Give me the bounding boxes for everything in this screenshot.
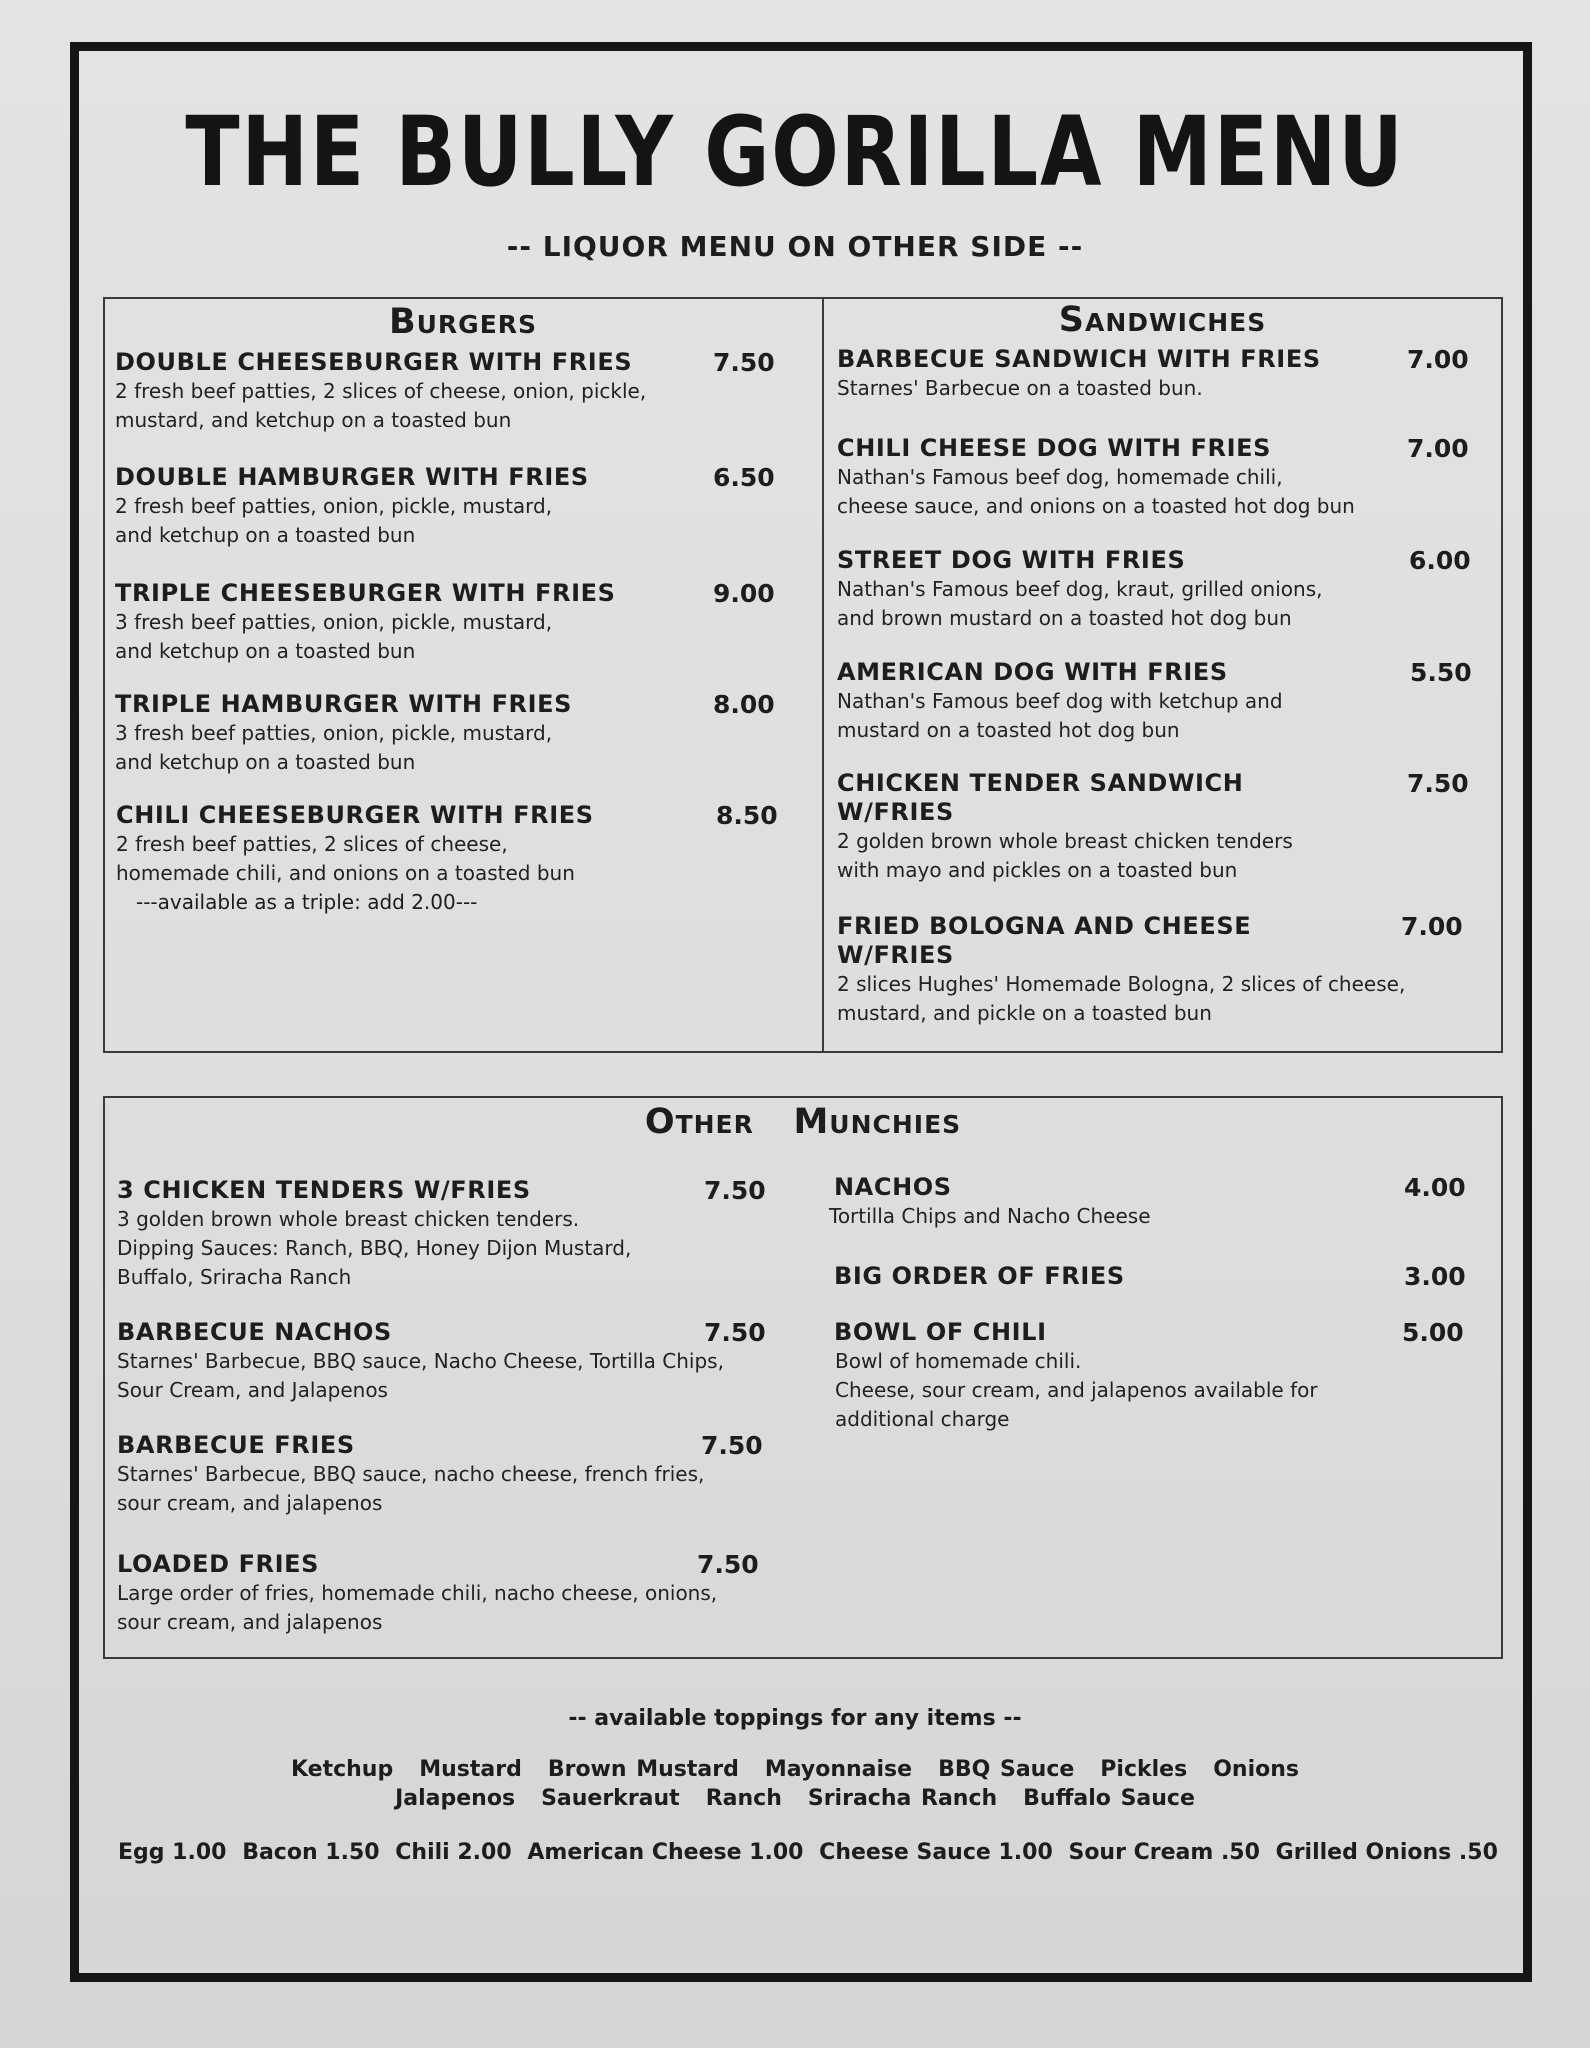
item-name: CHILI CHEESEBURGER WITH FRIES [116, 801, 594, 829]
menu-item-chili-cheese-dog [837, 434, 1473, 521]
menu-subtitle: -- LIQUOR MENU ON OTHER SIDE -- [506, 230, 1084, 263]
menu-item-street-dog [837, 546, 1473, 633]
topping-brown-mustard: Brown Mustard [547, 1757, 739, 1782]
item-description: 2 golden brown whole breast chicken tenders with mayo and pickles on a toasted bun [837, 829, 1293, 882]
menu-item-barbecue-sandwich [837, 345, 1473, 403]
item-price: 7.50 [701, 1431, 763, 1460]
item-price: 7.00 [1401, 912, 1463, 941]
topping-mustard: Mustard [419, 1757, 522, 1782]
item-description: Starnes' Barbecue, BBQ sauce, Nacho Cheese, Tortilla Chips, Sour Cream, and Jalapenos [117, 1349, 724, 1402]
item-name: BIG ORDER OF FRIES [834, 1262, 1125, 1290]
topping-bbq-sauce: BBQ Sauce [938, 1757, 1075, 1782]
item-price: 8.50 [716, 801, 778, 830]
topping-onions: Onions [1213, 1757, 1299, 1782]
item-price: 4.00 [1404, 1173, 1466, 1202]
menu-item-american-dog [837, 658, 1473, 745]
topping-jalapenos: Jalapenos [395, 1786, 516, 1811]
item-price: 7.50 [697, 1550, 759, 1579]
item-description: 3 golden brown whole breast chicken tenders. Dipping Sauces: Ranch, BBQ, Honey Dijon Mustard, Buffalo, Sriracha Ranch [117, 1207, 632, 1289]
item-price: 7.50 [1407, 769, 1469, 798]
burgers-heading: Burgers [388, 302, 538, 342]
item-name: 3 CHICKEN TENDERS W/FRIES [117, 1176, 531, 1204]
toppings-title: -- available toppings for any items -- [568, 1706, 1022, 1731]
item-description: Starnes' Barbecue, BBQ sauce, nacho cheese, french fries, sour cream, and jalapenos [117, 1462, 705, 1515]
menu-item-chili-cheeseburger [116, 801, 786, 917]
item-name: BARBECUE SANDWICH WITH FRIES [837, 345, 1321, 373]
item-name: TRIPLE HAMBURGER WITH FRIES [115, 690, 573, 718]
item-price: 5.50 [1410, 658, 1472, 687]
menu-item-barbecue-fries [117, 1431, 777, 1518]
item-name: AMERICAN DOG WITH FRIES [837, 658, 1228, 686]
extra-cheese-sauce: Cheese Sauce 1.00 [819, 1840, 1053, 1865]
item-description: 2 fresh beef patties, 2 slices of cheese, homemade chili, and onions on a toasted bun [116, 832, 575, 885]
extra-american-cheese: American Cheese 1.00 [527, 1840, 804, 1865]
menu-item-barbecue-nachos [117, 1318, 777, 1405]
topping-ketchup: Ketchup [291, 1757, 394, 1782]
toppings-row-2 [0, 1786, 1590, 1811]
item-name: CHICKEN TENDER SANDWICH W/FRIES [837, 769, 1244, 826]
triple-note: ---available as a triple: add 2.00--- [136, 890, 478, 914]
item-name: NACHOS [834, 1173, 952, 1201]
item-description: 2 fresh beef patties, onion, pickle, mustard, and ketchup on a toasted bun [115, 494, 553, 547]
topping-buffalo-sauce: Buffalo Sauce [1023, 1786, 1195, 1811]
topping-ranch: Ranch [705, 1786, 782, 1811]
item-description: 2 slices Hughes' Homemade Bologna, 2 slices of cheese, mustard, and pickle on a toasted bun [837, 972, 1406, 1025]
item-name: BARBECUE FRIES [117, 1431, 355, 1459]
menu-item-triple-hamburger [115, 690, 785, 777]
item-name: DOUBLE CHEESEBURGER WITH FRIES [115, 348, 633, 376]
topping-sauerkraut: Sauerkraut [541, 1786, 680, 1811]
item-price: 6.50 [713, 463, 775, 492]
item-description: Nathan's Famous beef dog with ketchup and mustard on a toasted hot dog bun [837, 689, 1283, 742]
menu-item-fried-bologna [837, 912, 1497, 1028]
extra-egg: Egg 1.00 [118, 1840, 227, 1865]
extra-sour-cream: Sour Cream .50 [1068, 1840, 1260, 1865]
item-description: 3 fresh beef patties, onion, pickle, mustard, and ketchup on a toasted bun [115, 721, 553, 774]
munchies-heading: Other Munchies [644, 1102, 962, 1142]
item-description: Tortilla Chips and Nacho Cheese [829, 1204, 1151, 1228]
item-name: BARBECUE NACHOS [117, 1318, 392, 1346]
item-description: Nathan's Famous beef dog, kraut, grilled onions, and brown mustard on a toasted hot dog bun [837, 577, 1323, 630]
item-price: 9.00 [713, 579, 775, 608]
item-description: 3 fresh beef patties, onion, pickle, mustard, and ketchup on a toasted bun [115, 610, 553, 663]
extras-row [118, 1840, 1498, 1865]
topping-mayonnaise: Mayonnaise [764, 1757, 913, 1782]
item-price: 7.50 [713, 348, 775, 377]
item-price: 6.00 [1409, 546, 1471, 575]
item-name: LOADED FRIES [117, 1550, 320, 1578]
item-price: 7.00 [1407, 345, 1469, 374]
column-divider [822, 299, 824, 1051]
item-name: STREET DOG WITH FRIES [837, 546, 1186, 574]
menu-item-chicken-tender-sandwich [837, 769, 1473, 885]
item-name: BOWL OF CHILI [834, 1318, 1047, 1346]
menu-item-triple-cheeseburger [115, 579, 785, 666]
item-price: 7.50 [704, 1176, 766, 1205]
menu-title: THE BULLY GORILLA MENU [185, 96, 1405, 208]
item-price: 7.00 [1407, 434, 1469, 463]
toppings-row-1 [0, 1757, 1590, 1782]
item-price: 3.00 [1404, 1262, 1466, 1291]
item-description: Large order of fries, homemade chili, nacho cheese, onions, sour cream, and jalapenos [117, 1581, 718, 1634]
item-name: DOUBLE HAMBURGER WITH FRIES [115, 463, 589, 491]
menu-item-double-cheeseburger [115, 348, 785, 435]
extra-grilled-onions: Grilled Onions .50 [1275, 1840, 1498, 1865]
item-name: CHILI CHEESE DOG WITH FRIES [837, 434, 1272, 462]
item-name: TRIPLE CHEESEBURGER WITH FRIES [115, 579, 616, 607]
menu-item-loaded-fries [117, 1550, 777, 1637]
menu-item-double-hamburger [115, 463, 785, 550]
topping-pickles: Pickles [1100, 1757, 1188, 1782]
item-description: 2 fresh beef patties, 2 slices of cheese, onion, pickle, mustard, and ketchup on a toasted bun [115, 379, 647, 432]
item-price: 8.00 [713, 690, 775, 719]
item-name: FRIED BOLOGNA AND CHEESE W/FRIES [837, 912, 1252, 969]
item-description: Nathan's Famous beef dog, homemade chili, cheese sauce, and onions on a toasted hot dog bun [837, 465, 1355, 518]
menu-item-big-order-of-fries [829, 1262, 1469, 1291]
item-description: Bowl of homemade chili. Cheese, sour cream, and jalapenos available for additional charge [835, 1349, 1318, 1431]
menu-item-chicken-tenders [117, 1176, 777, 1292]
menu-item-nachos [829, 1173, 1469, 1231]
item-price: 7.50 [704, 1318, 766, 1347]
menu-item-bowl-of-chili [829, 1318, 1469, 1434]
sandwiches-heading: Sandwiches [1058, 300, 1267, 340]
topping-sriracha-ranch: Sriracha Ranch [807, 1786, 998, 1811]
item-price: 5.00 [1402, 1318, 1464, 1347]
extra-bacon: Bacon 1.50 [242, 1840, 380, 1865]
item-description: Starnes' Barbecue on a toasted bun. [837, 376, 1203, 400]
extra-chili: Chili 2.00 [395, 1840, 512, 1865]
